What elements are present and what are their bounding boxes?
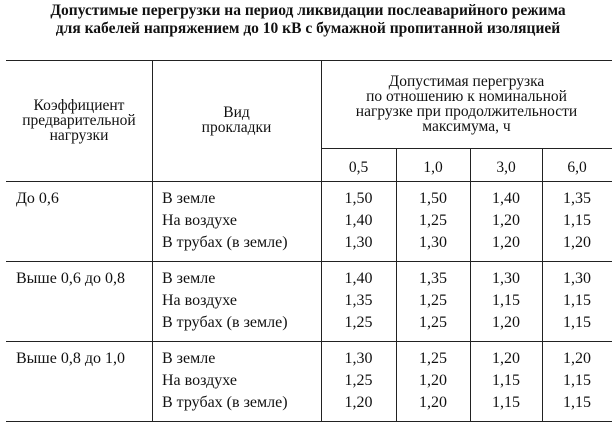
value-cell: 1,20 — [419, 394, 447, 411]
value-cell: 1,30 — [419, 234, 447, 251]
value-cell: 1,30 — [344, 234, 373, 251]
value-cell: 1,20 — [563, 234, 591, 251]
header-laying-type-line: прокладки — [201, 119, 272, 136]
value-cell: 1,20 — [563, 350, 591, 367]
value-cell: 1,35 — [563, 190, 591, 207]
header-laying-type — [152, 105, 321, 135]
header-overload-line: Допустимая перегрузка — [388, 73, 545, 90]
value-cell: 1,15 — [492, 394, 520, 411]
group-divider — [6, 341, 612, 342]
value-cell: 1,50 — [419, 190, 447, 207]
value-cell: 1,15 — [563, 212, 591, 229]
header-overload-line: по отношению к номинальной — [366, 88, 567, 105]
value-cell: 1,15 — [563, 292, 591, 309]
value-cell: 1,25 — [344, 372, 373, 389]
header-coefficient-line: Коэффициент — [33, 97, 125, 114]
value-cell: 1,30 — [492, 270, 520, 287]
value-cell: 1,25 — [419, 292, 447, 309]
header-laying-type-line: Вид — [223, 104, 250, 121]
value-cell: 1,15 — [563, 394, 591, 411]
table-title-line-1: Допустимые перегрузки на период ликвидации послеаварийного режима — [50, 2, 566, 19]
laying-type-cell: В трубах (в земле) — [162, 234, 288, 251]
duration-3-0: 3,0 — [496, 159, 516, 176]
value-cell: 1,15 — [563, 372, 591, 389]
value-cell: 1,20 — [492, 234, 520, 251]
value-cell: 1,20 — [492, 212, 520, 229]
laying-type-cell: На воздухе — [162, 212, 237, 229]
value-cell: 1,40 — [344, 270, 373, 287]
duration-6-0: 6,0 — [567, 159, 587, 176]
header-coefficient — [6, 98, 152, 143]
value-cell: 1,25 — [419, 314, 447, 331]
value-cell: 1,35 — [419, 270, 447, 287]
laying-type-cell: В земле — [162, 350, 216, 367]
header-coefficient-line: нагрузки — [49, 127, 109, 144]
header-allowed-overload — [321, 74, 612, 134]
value-cell: 1,25 — [419, 350, 447, 367]
value-cell: 1,40 — [492, 190, 520, 207]
laying-type-cell: В трубах (в земле) — [162, 314, 288, 331]
table-title — [0, 2, 616, 38]
overload-table — [6, 60, 612, 422]
duration-1-0: 1,0 — [423, 159, 443, 176]
value-cell: 1,15 — [492, 292, 520, 309]
value-cell: 1,15 — [563, 314, 591, 331]
group-coefficient: До 0,6 — [16, 190, 59, 207]
value-cell: 1,20 — [492, 314, 520, 331]
value-cell: 1,40 — [344, 212, 373, 229]
header-overload-line: нагрузке при продолжительности — [355, 103, 578, 120]
value-cell: 1,20 — [419, 372, 447, 389]
laying-type-cell: В земле — [162, 190, 216, 207]
value-cell: 1,15 — [492, 372, 520, 389]
group-divider — [6, 261, 612, 262]
header-coefficient-line: предварительной — [22, 112, 136, 129]
laying-type-cell: На воздухе — [162, 372, 237, 389]
value-cell: 1,35 — [344, 292, 373, 309]
table-title-line-2: для кабелей напряжением до 10 кВ с бумажной пропитанной изоляцией — [55, 20, 561, 37]
laying-type-cell: В трубах (в земле) — [162, 394, 288, 411]
value-cell: 1,25 — [419, 212, 447, 229]
value-cell: 1,50 — [344, 190, 373, 207]
laying-type-cell: На воздухе — [162, 292, 237, 309]
value-cell: 1,30 — [563, 270, 591, 287]
header-bottom-line — [6, 181, 612, 182]
header-overload-line: максимума, ч — [422, 118, 511, 135]
value-cell: 1,25 — [344, 314, 373, 331]
group-coefficient: Выше 0,6 до 0,8 — [16, 270, 125, 287]
value-cell: 1,30 — [344, 350, 373, 367]
value-cell: 1,20 — [492, 350, 520, 367]
header-divider — [321, 148, 612, 149]
duration-0-5: 0,5 — [348, 159, 369, 176]
laying-type-cell: В земле — [162, 270, 216, 287]
value-cell: 1,20 — [344, 394, 373, 411]
group-coefficient: Выше 0,8 до 1,0 — [16, 350, 125, 367]
